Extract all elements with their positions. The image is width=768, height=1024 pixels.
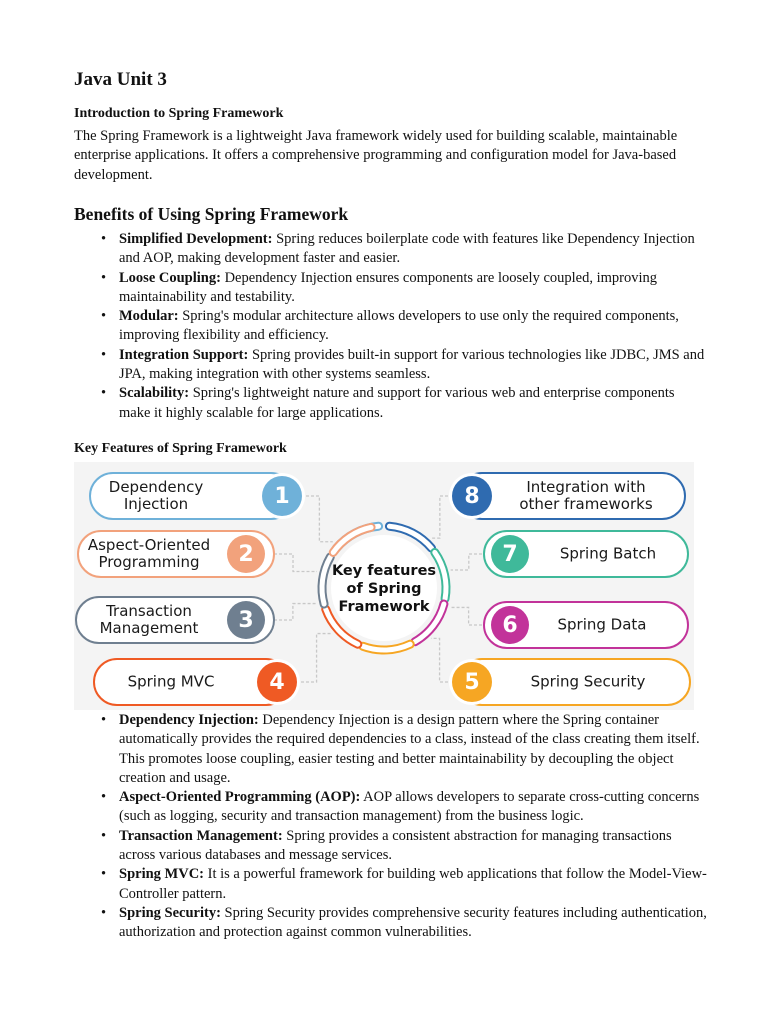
feature-label: Transaction [106, 602, 192, 620]
feature-item [119, 788, 709, 827]
feature-label: Injection [123, 495, 189, 513]
center-label: of Spring [346, 581, 422, 597]
feature-text: Dependency Injection is a design pattern where the Spring container automatically provides the required dependencies to a class, instead of the class creating them itself. This promotes loose coupling, easier testing and better maintainability by decoupling the object creation and usage. [119, 712, 700, 786]
key-features-list [119, 711, 709, 943]
feature-term: Spring MVC: [119, 866, 204, 883]
center-label: Key features [331, 563, 437, 579]
number-label: 7 [502, 542, 518, 567]
benefit-term: Modular: [119, 308, 179, 325]
feature-label: Aspect-Oriented [87, 536, 211, 554]
key-features-heading: Key Features of Spring Framework [74, 441, 287, 456]
feature-label: Spring Security [530, 672, 646, 691]
benefit-text: Spring provides built-in support for various technologies like JDBC, JMS and JPA, making integration with other systems seamless. [119, 346, 705, 383]
feature-term: Dependency Injection: [119, 712, 259, 728]
benefits-heading: Benefits of Using Spring Framework [74, 204, 349, 224]
key-features-diagram [74, 462, 694, 710]
benefit-term: Simplified Development: [119, 231, 273, 247]
connector-line [269, 604, 317, 620]
feature-text: AOP allows developers to separate cross-cutting concerns (such as logging, security and transaction management) from the business logic. [119, 789, 700, 825]
benefit-item [119, 384, 709, 423]
feature-label: Spring Batch [559, 544, 657, 563]
connector-line [301, 634, 332, 682]
benefit-item [119, 269, 709, 308]
number-label: 3 [238, 608, 254, 633]
feature-label: Programming [98, 553, 200, 571]
feature-item [119, 904, 709, 943]
feature-label: Dependency [108, 478, 204, 496]
number-label: 1 [274, 484, 290, 509]
benefit-text: Spring's lightweight nature and support for various web and enterprise components make it highly scalable for large applications. [119, 385, 675, 421]
connector-line [432, 496, 448, 538]
benefits-list [119, 230, 709, 423]
feature-term: Aspect-Oriented Programming (AOP): [119, 789, 361, 806]
connector-line [306, 496, 333, 542]
benefit-item [119, 230, 709, 269]
feature-item [119, 711, 709, 788]
feature-item [119, 865, 709, 904]
feature-label: Management [99, 619, 199, 637]
feature-text: Spring Security provides comprehensive security features including authentication, authorization and protection against common vulnerabilities. [119, 904, 707, 941]
number-label: 2 [238, 542, 254, 567]
number-label: 8 [464, 484, 480, 509]
feature-term: Transaction Management: [119, 827, 283, 844]
connector-line [451, 554, 487, 570]
connector-line [431, 638, 448, 682]
feature-label: Spring MVC [127, 672, 215, 691]
feature-term: Spring Security: [119, 904, 221, 921]
document-title: Java Unit 3 [74, 69, 167, 90]
connector-line [450, 607, 487, 625]
benefit-text: Spring reduces boilerplate code with features like Dependency Injection and AOP, making development faster and easier. [119, 231, 695, 267]
feature-item [119, 827, 709, 866]
number-label: 6 [502, 613, 518, 638]
benefit-item [119, 346, 709, 385]
intro-heading: Introduction to Spring Framework [74, 106, 284, 121]
intro-paragraph: The Spring Framework is a lightweight Java framework widely used for building scalable, maintainable enterprise applications. It offers a comprehensive programming and configuration model for Java-based development. [74, 128, 678, 183]
benefit-term: Integration Support: [119, 346, 249, 363]
benefit-item [119, 307, 709, 346]
center-label: Framework [338, 599, 430, 615]
number-label: 4 [269, 670, 285, 695]
feature-label: Spring Data [557, 615, 647, 634]
benefit-text: Spring's modular architecture allows developers to use only the required components, improving flexibility and efficiency. [119, 308, 679, 344]
key-features-graphic [74, 462, 694, 710]
benefit-text: Dependency Injection ensures components are loosely coupled, improving maintainability and testability. [119, 269, 658, 305]
feature-label: other frameworks [519, 495, 653, 513]
benefit-term: Loose Coupling: [119, 269, 221, 286]
number-label: 5 [464, 670, 480, 695]
connector-line [269, 554, 317, 571]
feature-text: It is a powerful framework for building web applications that follow the Model-View-Controller pattern. [119, 866, 707, 902]
feature-label: Integration with [526, 478, 646, 496]
feature-text: Spring provides a consistent abstraction for managing transactions across various databases and message services. [119, 827, 672, 864]
benefit-term: Scalability: [119, 385, 190, 402]
